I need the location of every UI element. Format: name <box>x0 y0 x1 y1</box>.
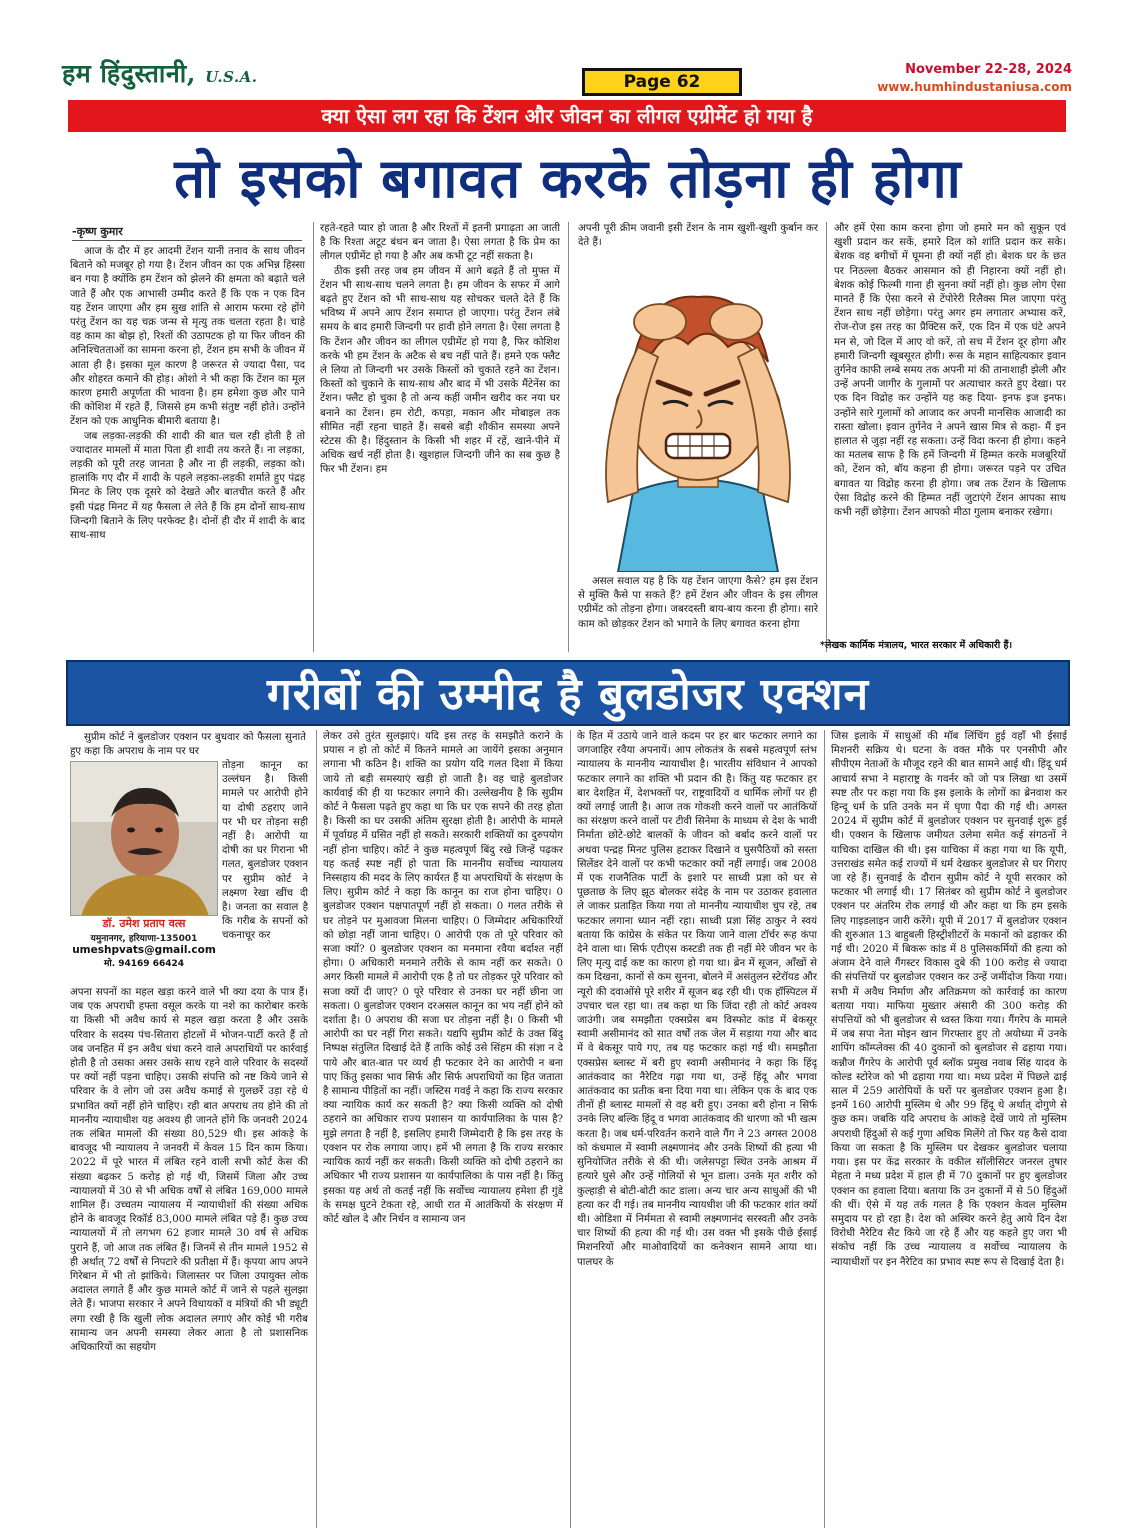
author-email: umeshpvats@gmail.com <box>72 944 216 956</box>
article1-column-1 <box>70 245 305 650</box>
article2-col1-lead: सुप्रीम कोर्ट ने बुलडोजर एक्शन पर बुधवार को फैसला सुनाते हुए कहा कि अपराध के नाम पर घर <box>70 732 306 758</box>
page-number: Page 62 <box>582 68 742 96</box>
author-name: डॉ. उमेश प्रताप वत्स <box>102 917 186 930</box>
stressed-boy-cartoon <box>578 252 818 572</box>
article1-col1-para-2: जब लड़का-लड़की की शादी की बात चल रही होती है तो ज्यादातर मामलों में माता पिता ही शादी तय करते हैं। ना लड़का, लड़की को पूरी तरह जानता है और ना ही लड़की, लड़का को। हालांकि गए दौर में शादी के पहले लड़का-लड़की शर्माते हुए पंद्रह मिनट के लिए एक दूसरे को देखते और बातचीत करते हैं और इसी पंद्रह मिनट में यह फैसला ले लेते हैं कि हम दोनों साथ-साथ जिन्दगी बिताने के लिए परफेक्ट है। दोनों ही दौर में शादी के बाद साथ-साथ <box>70 430 305 542</box>
article1-col3-para-bottom: असल सवाल यह है कि यह टेंशन जाएगा कैसे? हम इस टेंशन से मुक्ति कैसे पा सकते हैं? हमें टेंशन और जीवन के इस लीगल एग्रीमेंट को तोड़ना होगा। जबरदस्ती बाय-बाय करना ही होगा। सारे काम को छोड़कर टेंशन को भगाने के लिए बगावत करना होगा <box>578 576 818 630</box>
article2-headline: गरीबों की उम्मीद है बुलडोजर एक्शन <box>66 660 1070 726</box>
author-location: यमुनानगर, हरियाणा-135001 <box>90 934 198 944</box>
author-photo <box>70 761 218 916</box>
column-divider <box>313 222 314 652</box>
article2-col1-body: अपना सपनों का महल खड़ा करने वाले भी क्या दया के पात्र हैं। जब एक अपराधी हफ्ता वसूल करके या नशे का कारोबार करके या किसी भी अवैध कार्य से महल खड़ा करता है और उसके परिवार के सदस्य पंच-सितारा होटलों में भोजन-पार्टी करते हैं तो जब जनहित में इन अवैध धंधा करने वाले अपराधियों पर कार्रवाई होती है तो उसका असर उसके साथ रहने वाले परिवार के सदस्यों पर क्यों नहीं पड़ना चाहिए। उसकी संपत्ति को नष्ट किये जाने से परिवार के वे लोग जो उस अवैध कमाई से गुलछर्रे उड़ा रहे थे प्रभावित क्यों नहीं होने चाहिए। रही बात अपराध तय होने की तो माननीय न्यायाधीश यह अवश्य ही जानते होंगे कि जनवरी 2024 तक लंबित मामलों की संख्या 80,529 थी। इस आंकड़े के बावजूद भी न्यायालय ने जनवरी में केवल 15 दिन काम किया। 2022 में पूरे भारत में लंबित रहने वाली सभी कोर्ट केस की संख्या बढ़कर 5 करोड़ हो गई थी, जिसमें जिला और उच्च न्यायालयों में 30 से भी अधिक वर्षों से लंबित 169,000 मामले शामिल हैं। उच्चतम न्यायालय में न्यायाधीशों की संख्या अधिक होने के बावजूद रिकॉर्ड 83,000 मामले लंबित पड़े हैं। कुछ उच्च न्यायालयों में तो लगभग 62 हजार मामले 30 वर्ष से अधिक पुराने हैं, जो आज तक लंबित हैं। जिनमें से तीन मामले 1952 से ही अर्थात् 72 वर्षों से निपटारे की प्रतीक्षा में हैं। कृपया आप अपने गिरेबान में भी तो झांकिये। जिलास्तर पर जिला उपायुक्त लोक अदालत लगाते हैं और कुछ मामले कोर्ट में जाने से पहले सुलझा लेते हैं। भाजपा सरकार ने अपने विधायकों व मंत्रियों की भी ड्यूटी लगा रखी है कि खुली लोक अदालत लगाएं और कोई भी गरीब सामान्य जन अपनी समस्या लेकर आता है तो प्रशासनिक अधिकारियों का सहयोग <box>70 987 308 1354</box>
newspaper-title <box>62 56 258 90</box>
newspaper-usa: U.S.A. <box>205 68 258 86</box>
author-caption <box>70 916 218 969</box>
column-divider <box>316 730 317 1528</box>
masthead <box>62 56 1072 100</box>
column-divider <box>824 730 825 1528</box>
article1-column-3-top <box>578 222 818 254</box>
article2-column-4 <box>831 730 1067 1528</box>
article1-col4-para-1: और हमें ऐसा काम करना होगा जो हमारे मन को सुकून एवं खुशी प्रदान कर सकें, हमारे दिल को शांति प्रदान कर सके। बेशक वह बगीचों में घूमना ही क्यों नहीं हो। बेशक घर के छत पर निठल्ला बैठकर आसमान को ही निहारना क्यों नहीं हो। बेशक कोई फिल्मी गाना ही सुनना क्यों नहीं हो। कुछ लोग ऐसा मानते हैं कि ऐसा करने से टेंपोरेरी रिलैक्स मिल जाएगा परंतु टेंशन साथ नहीं छोड़ेगा। परंतु अगर हम लगातार अभ्यास करें, रोज-रोज इस तरह का प्रैक्टिस करें, एक दिन में एक घंटे अपने मन से, जो दिल में आए वो करें, तो सच में टेंशन दूर होगा और हमारी जिन्दगी खूबसूरत होगी। रूस के महान साहित्यकार इवान तुर्गनेव काफी लम्बे समय तक अपनी मां की तानाशाही झेली और उन्हें अपनी जागीर के गुलामों पर अत्याचार करते हुए देखा। पर एक दिन विद्रोह कर उन्होंने यह कह दिया- इनफ इज इनफ। उन्होंने सारे गुलामों को आजाद कर अपनी मानसिक आजादी का रास्ता खोला। इवान तुर्गनेव ने अपने खास मित्र से कहा- मैं इन हालात से जुड़ा नहीं रह सकता। उन्हें विदा करना ही होगा। कहने का मतलब साफ है कि हमें जिन्दगी में हिम्मत करके मजबूरियों को, टेंशन को, बॉय कहना ही होगा। जरूरत पड़ने पर उचित बगावत या विद्रोह करना ही होगा। जब तक टेंशन के खिलाफ ऐसा विद्रोह करने की हिम्मत नहीं जुटाएंगे टेंशन आपका साथ कभी नहीं छोड़ेगा। टेंशन आपको मीठा गुलाम बनाकर रखेगा। <box>834 223 1066 519</box>
article1-col2-para-1: रहते-रहते प्यार हो जाता है और रिश्तों में इतनी प्रगाढ़ता आ जाती है कि रिश्ता अटूट बंधन बन जाता है। ऐसा लगता है कि प्रेम का लीगल एग्रीमेंट हो गया है और अब कभी टूट नहीं सकता है। <box>320 223 560 263</box>
website-url: www.humhindustaniusa.com <box>877 80 1072 94</box>
issue-date: November 22-28, 2024 <box>905 62 1072 77</box>
article1-col2-para-2: ठीक इसी तरह जब हम जीवन में आगे बढ़ते हैं तो मुफ्त में टेंशन भी साथ-साथ चलने लगता है। हम जीवन के सफर में आगे बढ़ते हुए टेंशन को भी साथ-साथ यह सोचकर चलते देते हैं कि भविष्य में अपने आप टेंशन समाप्त हो जाएगा। परंतु टेंशन लंबे समय के बाद हमारी जिन्दगी पर हावी होने लगता है। ऐसा लगता है कि टेंशन और जीवन का लीगल एग्रीमेंट हो गया है, फिर कोशिश करके भी हम टेंशन के अटैक से बच नहीं पाते हैं। हमने एक फ्लैट ले लिया तो जिन्दगी भर उसके किस्तों को चुकाते रहने का टेंशन। किस्तों को चुकाने के साथ-साथ और बाद में भी उसके मैंटेनेंस का टेंशन। फ्लैट हो चुका है तो अन्य कहीं जमीन खरीद कर नया घर बनाने का टेंशन। हम रोटी, कपड़ा, मकान और मोबाइल तक सीमित नहीं रहना चाहते हैं। सबसे बड़ी शौकीन समस्या अपने स्टेटस की है। हिंदुस्तान के किसी भी शहर में रहें, खाने-पीने में अधिक खर्च नहीं होता है। खुशहाल जिन्दगी जीने का सब कुछ है फिर भी टेंशन। हम <box>320 265 560 476</box>
article2-col3-body: के हित में उठाये जाने वाले कदम पर हर बार फटकार लगाने का जगजाहिर रवैया अपनायें। आप लोकतंत्र के सबसे महत्वपूर्ण स्तंभ न्यायालय के माननीय न्यायाधीश है। भारतीय संविधान ने आपको फटकार लगाने का शक्ति भी प्रदान की है। किंतु यह फटकार हर बार देशहित में, देशभक्तों पर, राष्ट्रवादियों व धार्मिक लोगों पर ही क्यों लगाई जाती है। आज तक गोकशी करने वालों पर आतंकियों का संरक्षण करने वालों पर टीवी सिनेमा के माध्यम से देश के भावी निर्माता छोटे-छोटे बालकों के जीवन को बर्बाद करने वालों पर अथवा पन्द्रह मिनट पुलिस हटाकर दिखाने व घुसपैठियों को सस्ता सिलेंडर देने वालों पर कभी फटकार क्यों नहीं लगाई। जब 2008 में एक राजनैतिक पार्टी के इशारे पर साध्वी प्रज्ञा को घर से पूछताछ के लिए झूठ बोलकर संदेह के नाम पर उठाकर हवालात ले जाकर प्रताड़ित किया गया तो माननीय न्यायाधीश चुप रहे, तब फटकार लगाना ध्यान नहीं रहा। साध्वी प्रज्ञा सिंह ठाकुर ने स्वयं बताया कि कांग्रेस के संकेत पर किया जाने वाला टॉर्चर रूह कंपा देने वाला था। सिर्फ एटीएस कस्टडी तक ही नहीं मेरे जीवन भर के लिए मृत्यु दाई कष्ट का कारण हो गया था। ब्रेन में सूजन, आँखों से कम दिखना, कानों से कम सुनना, बोलने में असंतुलन स्टेरॉयड और न्यूरो की दवाओंसे पूरे शरीर में सूजन बढ़ रही थी। एक हॉस्पिटल में उपचार चल रहा था। तब कहा था कि जिंदा रही तो कोर्ट अवश्य जाउंगी। जब समझौता एक्सप्रेस बम विस्फोट कांड में बेकसूर स्वामी असीमानंद को सात वर्षों तक जेल में सड़ाया गया और बाद में वे बेकसूर पाये गए, तब यह फटकार कहां गई थी। समझौता एक्सप्रेस ब्लास्ट में बरी हुए स्वामी असीमानंद ने कहा कि हिंदू आतंकवाद का नैरेटिव गढ़ा गया था, उन्हें हिंदू और भगवा आतंकवाद का प्रतीक बना दिया गया था। लेकिन एक के बाद एक तीनों ही ब्लास्ट मामलों से वह बरी हुए। उनका बरी होना न सिर्फ उनके लिए बल्कि हिंदू व भगवा आतंकवाद की धारणा को भी खत्म करता है। जब धर्म-परिवर्तन कराने वाले गैंग ने 23 अगस्त 2008 को कंधमाल में स्वामी लक्ष्मणानंद और उनके शिष्यों की हत्या भी सुनियोजित तरीके से की थी। जलेसपट्टा स्थित उनके आश्रम में हत्यारे घुसे और उन्हें गोलियों से भून डाला। उनके मृत शरीर को कुल्हाड़ी से बोटी-बोटी काट डाला। अन्य चार अन्य साधुओं की भी हत्या कर दी गई। तब माननीय न्यायधीश जी की फटकार शांत क्यों थी। ओडिशा में निर्ममता से स्वामी लक्ष्मणानंद सरस्वती और उनके चार शिष्यों की हत्या की गई थी। उस वक्त भी इसके पीछे ईसाई मिशनरियों और माओवादियों का कनेक्शन सामने आया था। पालघर के <box>577 731 817 1268</box>
author-mobile: मो. 94169 66424 <box>103 959 185 969</box>
article2-col1-side-text: तोड़ना कानून का उल्लंघन है। किसी मामले पर आरोपी होने या दोषी ठहराए जाने पर भी घर तोड़ना सही नहीं है। आरोपी या दोषी का घर गिराना भी गलत, बुलडोजर एक्शन पर सुप्रीम कोर्ट ने लक्ष्मण रेखा खींच दी है। जनता का सवाल है कि गरीब के सपनों को चकनाचूर कर <box>222 760 308 942</box>
newspaper-name: हम हिंदुस्तानी, <box>62 59 196 88</box>
article1-column-4 <box>834 222 1066 636</box>
article2-col1-bottom <box>70 986 308 1526</box>
article1-kicker: क्या ऐसा लग रहा कि टेंशन और जीवन का लीगल एग्रीमेंट हो गया है <box>68 100 1066 132</box>
author-footnote: *लेखक कार्मिक मंत्रालय, भारत सरकार में अधिकारी हैं। <box>820 640 1013 651</box>
article2-col1-top <box>70 731 306 761</box>
article2-col1-side <box>222 759 308 984</box>
article1-col1-para-1: आज के दौर में हर आदमी टेंशन यानी तनाव के साथ जीवन बिताने को मजबूर हो गया है। टेंशन जीवन का एक अभिन्न हिस्सा बन गया है क्योंकि हम टेंशन को झेलने की क्षमता को बढ़ाते चले जाते हैं और एक आभासी उम्मीद करते हैं कि एक न एक दिन यह टेंशन जाएगा और हम सुख शांति से आराम फरमा रहे होंगे परंतु टेंशन का यह चक्र जन्म से मृत्यु तक चलता रहता है। चाहे वह काम का बोझ हो, रिश्तों की उठापटक हो या फिर जीवन की अनिश्चितताओं का सामना करना हो, टेंशन हम सभी के जीवन में आता ही है। इसका मूल कारण है जरूरत से ज्यादा पैसा, पद और शोहरत कमाने की होड़। ओशो ने भी कहा कि टेंशन का मूल कारण हमारी अपूर्णता की भावना है। हम हमेशा कुछ और पाने की कोशिश में रहते हैं, जिससे हम कभी संतुष्ट नहीं होते। उन्होंने टेंशन को एक आधुनिक बीमारी बताया है। <box>70 246 305 428</box>
author-portrait-icon <box>71 762 218 916</box>
article1-col3-para-top: अपनी पूरी क्रीम जवानी इसी टेंशन के नाम खुशी-खुशी कुर्बान कर देते हैं। <box>578 223 818 249</box>
column-divider <box>570 730 571 1528</box>
article1-byline: -कृष्ण कुमार <box>72 225 123 238</box>
column-divider <box>826 222 827 652</box>
article1-column-3-bottom <box>578 575 818 655</box>
article1-column-2 <box>320 222 560 650</box>
article2-column-2 <box>323 730 563 1528</box>
column-divider <box>568 222 569 652</box>
article2-col2-body: लेकर उसे तुरंत सुलझाएं। यदि इस तरह के समझौते कराने के प्रयास न हो तो कोर्ट में कितने मामले आ जायेंगे इसका अनुमान लगाना भी कठिन है। शक्ति का प्रयोग यदि गलत दिशा में किया जाये तो बड़ी समस्याएं खड़ी हो जाती है। वह चाहे बुलडोजर कार्यवाई की ही या फटकार लगाने की। उल्लेखनीय है कि सुप्रीम कोर्ट ने फैसला पढ़ते हुए कहा था कि घर एक सपने की तरह होता है। किसी का घर उसकी अंतिम सुरक्षा होती है। आरोपी के मामले में पूर्वाग्रह में ग्रसित नहीं हो सकते। सरकारी शक्तियों का दुरुपयोग नहीं होना चाहिए। कोर्ट ने कुछ महत्वपूर्ण बिंदु रखे जिन्हें पढ़कर यह कतई स्पष्ट नहीं हो पाता कि माननीय सर्वोच्च न्यायालय निस्सहाय की मदद के लिए कार्यरत हैं या अपराधियों के संरक्षण के लिए। सुप्रीम कोर्ट ने कहा कि कानून का राज होना चाहिए। 0 बुलडोजर एक्शन पक्षपातपूर्ण नहीं हो सकता। 0 गलत तरीके से घर तोड़ने पर मुआवजा मिलना चाहिए। 0 जिम्मेदार अधिकारियों को छोड़ा नहीं जाना चाहिए। 0 आरोपी एक तो पूरे परिवार को सजा क्यों? 0 बुलडोजर एक्शन का मनमाना रवैया बर्दाश्त नहीं होगा। 0 अधिकारी मनमाने तरीके से काम नहीं कर सकते। 0 अगर किसी मामले में आरोपी एक है तो घर तोड़कर पूरे परिवार को सजा क्यों दी जाए? 0 पूरे परिवार से उनका घर नहीं छीना जा सकता। 0 बुलडोजर एक्शन दरअसल कानून का भय नहीं होने को दर्शाता है। 0 अपराध की सजा घर तोड़ना नहीं है। 0 किसी भी आरोपी का घर नहीं गिरा सकते। यद्यपि सुप्रीम कोर्ट के उक्त बिंदु निष्पक्ष संतुलित दिखाई देते हैं ताकि कोई उसे सिंहम की संज्ञा न दे पाये और बात-बात पर व्यर्थ ही फटकार देने का आरोपी न बना पाए किंतु इसका भाव सिर्फ और सिर्फ अपराधियों का हित जताता है सामान्य पीड़ितों का नहीं। जस्टिस गवई ने कहा कि राज्य सरकार क्या न्यायिक कार्य कर सकती है? क्या किसी व्यक्ति को दोषी ठहराने का अधिकार राज्य प्रशासन या कार्यपालिका के पास है? मुझे लगता है नहीं है, इसलिए हमारी जिम्मेदारी है कि इस तरह के एक्शन पर रोक लगाया जाए। हमें भी लगता है कि राज्य सरकार न्यायिक कार्य नहीं कर सकती। किसी व्यक्ति को दोषी ठहराने का अधिकार भी राज्य प्रशासन या कार्यपालिका के पास नहीं है। किंतु इसका यह अर्थ तो कतई नहीं कि सर्वोच्च न्यायालय हमेशा ही गुंडे के समक्ष घुटने टेकता रहे, आधी रात में आतंकियों के संरक्षण में कोर्ट खोल दे और निर्धन व सामान्य जन <box>323 731 563 1225</box>
byline-divider <box>72 240 302 241</box>
article1-headline: तो इसको बगावत करके तोड़ना ही होगा <box>174 147 962 210</box>
article2-column-3 <box>577 730 817 1528</box>
article2-col4-body: जिस इलाके में साधुओं की मॉब लिंचिंग हुई वहाँ भी ईसाई मिशनरी सक्रिय थे। घटना के वक्त मौके पर एनसीपी और सीपीएम नेताओं के मौजूद रहने की बात सामने आई थी। हिंदू धर्म आचार्य सभा ने महाराष्ट्र के गवर्नर को जो पत्र लिखा था उसमें स्पष्ट तौर पर कहा गया कि इस इलाके के लोगों का ब्रेनवाश कर हिन्दू धर्म के प्रति उनके मन में घृणा पैदा की गई थी। अगस्त 2024 में सुप्रीम कोर्ट में बुलडोजर एक्शन पर सुनवाई शुरू हुई थी। एक्शन के खिलाफ जमीयत उलेमा समेत कई संगठनों ने याचिका दाखिल की थी। इस याचिका में कहा गया था कि यूपी, उत्तराखंड समेत कई राज्यों में धर्म देखकर बुलडोजर से घर गिराए जा रहे हैं। सुनवाई के दौरान सुप्रीम कोर्ट ने यूपी सरकार को फटकार भी लगाई थी। 17 सितंबर को सुप्रीम कोर्ट ने बुलडोजर एक्शन पर अंतरिम रोक लगाई थी और कहा था कि हम इसके लिए गाइडलाइन जारी करेंगे। यूपी में 2017 में बुलडोजर एक्शन की शुरुआत 13 बाहुबली हिस्ट्रीशीटरों के मकानों को ढहाकर की गई थी। 2020 में बिकरू कांड में 8 पुलिसकर्मियों की हत्या को अंजाम देने वाले गैंगस्टर विकास दुबे की 100 करोड़ से ज्यादा की संपत्तियों पर बुलडोजर एक्शन कर उन्हें जमींदोज किया गया। सभी में अवैध निर्माण और अतिक्रमण को कार्रवाई का कारण बताया गया। माफिया मुख्तार अंसारी की 300 करोड़ की संपत्तियों को भी बुलडोजर से ध्वस्त किया गया। गैंगरेप के मामले में जब सपा नेता मोइन खान गिरफ्तार हुए तो अयोध्या में उनके शापिंग कॉम्प्लेक्स की 40 दुकानों को बुलडोजर से ढहाया गया। कन्नौज गैंगरेप के आरोपी पूर्व ब्लॉक प्रमुख नवाब सिंह यादव के कोल्ड स्टोरेज को भी ढहाया गया था। मध्य प्रदेश में पिछले ढाई साल में 259 आरोपियों के घरों पर बुलडोजर एक्शन हुआ है। इनमें 160 आरोपी मुस्लिम थे और 99 हिंदू थे अर्थात् दोगुणे से कुछ कम। जबकि यदि अपराध के आंकड़े देखें जाये तो मुस्लिम अपराधी हिंदुओं से कई गुणा अधिक मिलेंगे तो फिर यह कैसे दावा किया जा सकता है कि मुस्लिम घर देखकर बुलडोजर चलाया गया। इस पर केंद्र सरकार के वकील सॉलीसिटर जनरल तुषार मेहता ने मध्य प्रदेश में हाल ही में 70 दुकानों पर हुए बुलडोजर एक्शन का हवाला दिया। बताया कि उन दुकानों में से 50 हिंदुओं की थीं। ऐसे में यह तर्क गलत है कि एक्शन केवल मुस्लिम समुदाय पर हो रहा है। देश को अस्थिर करने हेतु आये दिन देश विरोधी नैरेटिव सैट किये जा रहे हैं और यह कहते हुए जरा भी संकोच नहीं कि उच्च न्यायालय व सर्वोच्च न्यायालय के न्यायाधीशों पर इन नैरेटिव का प्रभाव स्पष्ट रूप से दिखाई देता है। <box>831 731 1067 1268</box>
